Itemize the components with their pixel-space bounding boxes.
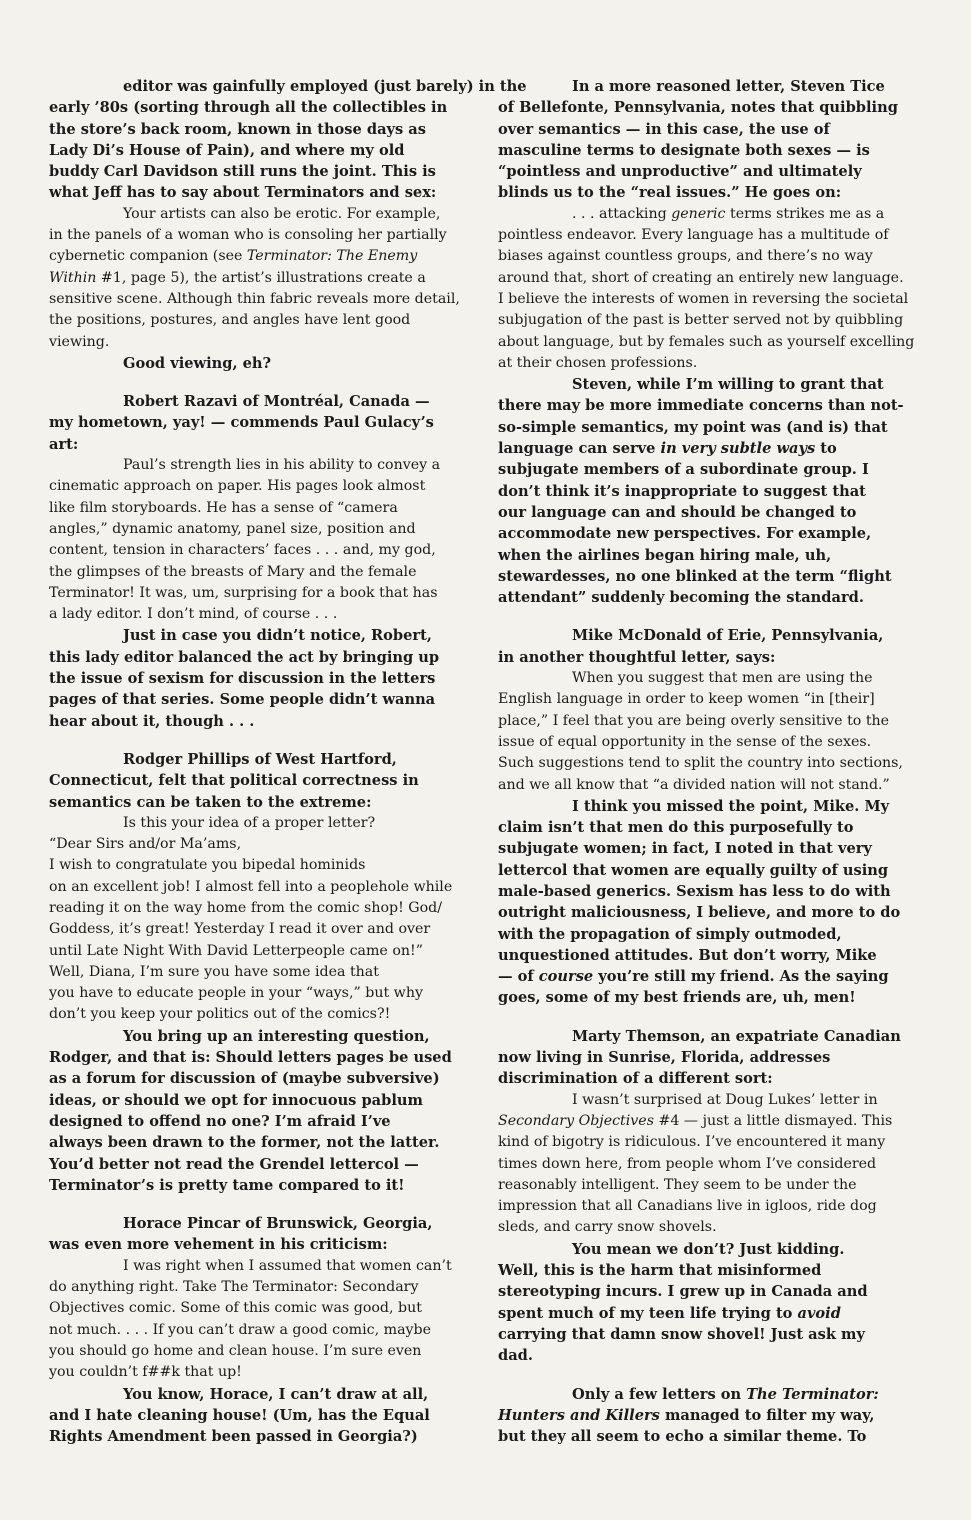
text-line: I wasn’t surprised at Doug Lukes’ letter in (572, 1091, 878, 1108)
editor-paragraph (498, 374, 906, 608)
text-line: lettercol that women are equally guilty of using (498, 861, 889, 879)
text-line: now living in Sunrise, Florida, addresses (498, 1049, 831, 1067)
text-line: Secondary Objectives #4 — just a little dismayed. This (498, 1112, 893, 1129)
reader-letter (498, 668, 906, 796)
paragraph-gap (49, 1196, 457, 1213)
text-line: of Bellefonte, Pennsylvania, notes that quibbling (498, 99, 898, 117)
text-line: in the panels of a woman who is consoling her partially (49, 227, 447, 244)
text-line: Such suggestions tend to split the country into sections, (498, 755, 903, 772)
text-line: impression that all Canadians live in igloos, ride dog (498, 1198, 877, 1215)
editor-paragraph (49, 625, 457, 731)
text-line: Is this your idea of a proper letter? (123, 814, 376, 831)
text-line: always been drawn to the former, not the latter. (49, 1134, 440, 1152)
text-line: Lady Di’s House of Pain), and where my old (49, 141, 405, 159)
text-line: in another thoughtful letter, says: (498, 648, 776, 666)
reader-letter (49, 1256, 457, 1384)
text-line: and we all know that “a divided nation will not stand.” (498, 776, 890, 793)
text-line: was even more vehement in his criticism: (49, 1236, 388, 1254)
text-line: Robert Razavi of Montréal, Canada — (123, 393, 430, 411)
text-line: accommodate new perspectives. For example, (498, 525, 872, 543)
text-line: unquestioned attitudes. But don’t worry, Mike (498, 946, 877, 964)
text-line: male-based generics. Sexism has less to do with (498, 882, 891, 900)
text-line: Good viewing, eh? (123, 354, 272, 372)
text-line: there may be more immediate concerns than not- (498, 397, 904, 415)
editor-paragraph (498, 1384, 906, 1448)
text-line: around that, short of creating an entirely new language. (498, 269, 904, 286)
text-line: When you suggest that men are using the (572, 670, 873, 687)
text-line: content, tension in characters’ faces . . . and, my god, (49, 542, 436, 559)
text-line: the positions, postures, and angles have lent good (49, 312, 411, 329)
text-line: stewardesses, no one blinked at the term “flight (498, 567, 892, 585)
text-line: early ’80s (sorting through all the collectibles in (49, 99, 448, 117)
text-line: Marty Themson, an expatriate Canadian (572, 1027, 901, 1045)
text-line: subjugate women; in fact, I noted in that very (498, 840, 872, 858)
text-line: and I hate cleaning house! (Um, has the Equal (49, 1406, 430, 1424)
text-line: the issue of sexism for discussion in the letters (49, 670, 436, 688)
text-line: you should go home and clean house. I’m sure even (49, 1342, 422, 1359)
text-line: blinds us to the “real issues.” He goes on: (498, 184, 842, 202)
text-line: cinematic approach on paper. His pages look almost (49, 478, 426, 495)
text-line: Within #1, page 5), the artist’s illustrations create a (49, 269, 426, 286)
text-line: not much. . . . If you can’t draw a good comic, maybe (49, 1321, 432, 1338)
text-line: Paul’s strength lies in his ability to convey a (123, 457, 441, 474)
text-line: so-simple semantics, my point was (and is) that (498, 418, 888, 436)
text-line: Rodger Phillips of West Hartford, (123, 750, 397, 768)
editor-paragraph (498, 796, 906, 1009)
text-line: Connecticut, felt that political correctness in (49, 772, 419, 790)
text-line: You mean we don’t? Just kidding. (572, 1240, 845, 1258)
text-line: Terminator’s is pretty tame compared to it! (49, 1176, 405, 1194)
text-line: cybernetic companion (see Terminator: The Enemy (49, 248, 418, 265)
text-line: you couldn’t f##k that up! (49, 1364, 242, 1381)
text-line: pointless endeavor. Every language has a multitude of (498, 227, 889, 244)
text-line: this lady editor balanced the act by bringing up (49, 648, 440, 666)
paragraph-gap (498, 1009, 906, 1026)
text-line: you have to educate people in your “ways,” but why (49, 985, 423, 1002)
text-line: viewing. (49, 333, 110, 350)
editor-paragraph (49, 1026, 457, 1196)
paragraph-gap (49, 374, 457, 391)
text-line: English language in order to keep women “in [their] (498, 691, 875, 708)
text-line: art: (49, 435, 79, 453)
text-line: In a more reasoned letter, Steven Tice (572, 78, 885, 95)
text-line: Rights Amendment been passed in Georgia?) (49, 1428, 418, 1446)
text-line: on an excellent job! I almost fell into a peoplehole while (49, 878, 453, 895)
text-line: like film storyboards. He has a sense of “camera (49, 499, 398, 516)
text-line: issue of equal opportunity in the sense of the sexes. (498, 733, 872, 750)
editor-paragraph (49, 353, 457, 374)
text-line: do anything right. Take The Terminator: Secondary (49, 1279, 419, 1296)
paragraph-gap (498, 1367, 906, 1384)
text-line: Well, this is the harm that misinformed (498, 1262, 822, 1280)
text-line: kind of bigotry is ridiculous. I’ve encountered it many (498, 1134, 886, 1151)
text-line: designed to offend no one? I’m afraid I’ve (49, 1112, 391, 1130)
text-line: the store’s back room, known in those days as (49, 120, 426, 138)
editor-paragraph (49, 749, 457, 813)
text-line: reading it on the way home from the comic shop! God/ (49, 899, 443, 916)
editor-paragraph (49, 391, 457, 455)
text-line: claim isn’t that men do this purposefully to (498, 819, 854, 837)
text-line: dad. (498, 1347, 533, 1365)
text-line: I think you missed the point, Mike. My (572, 797, 890, 815)
text-line: don’t think it’s inappropriate to suggest that (498, 482, 866, 500)
text-line: Horace Pincar of Brunswick, Georgia, (123, 1215, 433, 1233)
paragraph-gap (498, 608, 906, 625)
text-line: when the airlines began hiring male, uh, (498, 546, 832, 564)
reader-letter (49, 204, 460, 353)
text-line: Well, Diana, I’m sure you have some idea that (49, 963, 379, 980)
text-line: my hometown, yay! — commends Paul Gulacy’s (49, 414, 434, 432)
text-line: “pointless and unproductive” and ultimately (498, 163, 862, 181)
text-line: subjugate members of a subordinate group. I (498, 461, 869, 479)
text-line: I wish to congratulate you bipedal hominids (49, 857, 366, 874)
text-line: You’d better not read the Grendel lettercol — (49, 1155, 419, 1173)
editor-paragraph (49, 1384, 457, 1448)
text-line: Steven, while I’m willing to grant that (572, 376, 884, 394)
text-line: the glimpses of the breasts of Mary and the female (49, 563, 417, 580)
editor-paragraph (498, 1026, 906, 1090)
text-line: stereotyping incurs. I grew up in Canada and (498, 1283, 868, 1301)
text-line: “Dear Sirs and/or Ma’ams, (49, 836, 242, 853)
text-line: buddy Carl Davidson still runs the joint. This is (49, 163, 436, 181)
text-line: carrying that damn snow shovel! Just ask my (498, 1325, 865, 1343)
text-line: ideas, or should we opt for innocuous pablum (49, 1091, 423, 1109)
text-line: discrimination of a different sort: (498, 1070, 773, 1088)
editor-paragraph (49, 76, 527, 204)
text-line: semantics can be taken to the extreme: (49, 793, 372, 811)
text-line: . . . attacking generic terms strikes me as a (572, 205, 885, 222)
right-column (498, 76, 915, 1447)
text-line: Goddess, it’s great! Yesterday I read it over and over (49, 921, 431, 938)
text-line: biases against countless groups, and there’s no way (498, 248, 873, 265)
text-line: about language, but by females such as yourself excelling (498, 333, 915, 350)
text-line: Objectives comic. Some of this comic was good, but (49, 1300, 422, 1317)
text-line: editor was gainfully employed (just barely) in the (123, 78, 527, 95)
editor-paragraph (498, 625, 906, 668)
text-line: a lady editor. I don’t mind, of course . . . (49, 606, 338, 623)
text-line: Your artists can also be erotic. For example, (123, 205, 441, 222)
text-line: I believe the interests of women in reversing the societal (498, 290, 909, 307)
text-line: Hunters and Killers managed to filter my way, (498, 1406, 875, 1424)
text-line: at their chosen professions. (498, 354, 698, 371)
text-line: what Jeff has to say about Terminators and sex: (49, 184, 437, 202)
text-line: until Late Night With David Letterpeople came on!” (49, 942, 423, 959)
text-line: — of course you’re still my friend. As the saying (498, 968, 889, 986)
paragraph-gap (49, 732, 457, 749)
text-line: reasonably intelligent. They seem to be under the (498, 1176, 857, 1193)
text-line: Just in case you didn’t notice, Robert, (123, 627, 432, 645)
text-line: attendant” suddenly becoming the standard. (498, 589, 864, 607)
text-line: pages of that series. Some people didn’t wanna (49, 691, 436, 709)
text-line: goes, some of my best friends are, uh, men! (498, 989, 856, 1007)
reader-letter (49, 455, 457, 625)
reader-letter (498, 1090, 906, 1239)
text-line: but they all seem to echo a similar theme. To (498, 1428, 867, 1446)
editor-paragraph (498, 76, 906, 204)
text-line: spent much of my teen life trying to avoid (498, 1304, 841, 1322)
text-line: Terminator! It was, um, surprising for a book that has (49, 584, 438, 601)
text-line: subjugation of the past is better served not by quibbling (498, 312, 904, 329)
text-line: outright maliciousness, I believe, and more to do (498, 904, 901, 922)
text-line: masculine terms to designate both sexes — is (498, 141, 870, 159)
text-line: sensitive scene. Although thin fabric reveals more detail, (49, 290, 460, 307)
reader-letter (49, 813, 457, 1026)
text-line: over semantics — in this case, the use of (498, 120, 830, 138)
text-line: Mike McDonald of Erie, Pennsylvania, (572, 627, 884, 645)
text-line: our language can and should be changed to (498, 503, 857, 521)
text-line: Only a few letters on The Terminator: (572, 1385, 879, 1403)
reader-letter (498, 204, 915, 374)
text-line: as a forum for discussion of (maybe subversive) (49, 1070, 440, 1088)
text-line: times down here, from people whom I’ve considered (498, 1155, 877, 1172)
editor-paragraph (498, 1239, 906, 1367)
text-line: place,” I feel that you are being overly sensitive to the (498, 712, 890, 729)
text-line: don’t you keep your politics out of the comics?! (49, 1006, 391, 1023)
text-line: hear about it, though . . . (49, 712, 255, 730)
text-line: I was right when I assumed that women can’t (123, 1257, 452, 1274)
text-line: sleds, and carry snow shovels. (498, 1219, 717, 1236)
text-line: Rodger, and that is: Should letters pages be used (49, 1049, 452, 1067)
text-line: language can serve in very subtle ways to (498, 440, 837, 458)
text-line: You know, Horace, I can’t draw at all, (123, 1385, 429, 1403)
text-line: with the propagation of simply outmoded, (498, 925, 842, 943)
text-line: angles,” dynamic anatomy, panel size, position and (49, 520, 416, 537)
editor-paragraph (49, 1213, 457, 1256)
text-line: You bring up an interesting question, (123, 1027, 430, 1045)
